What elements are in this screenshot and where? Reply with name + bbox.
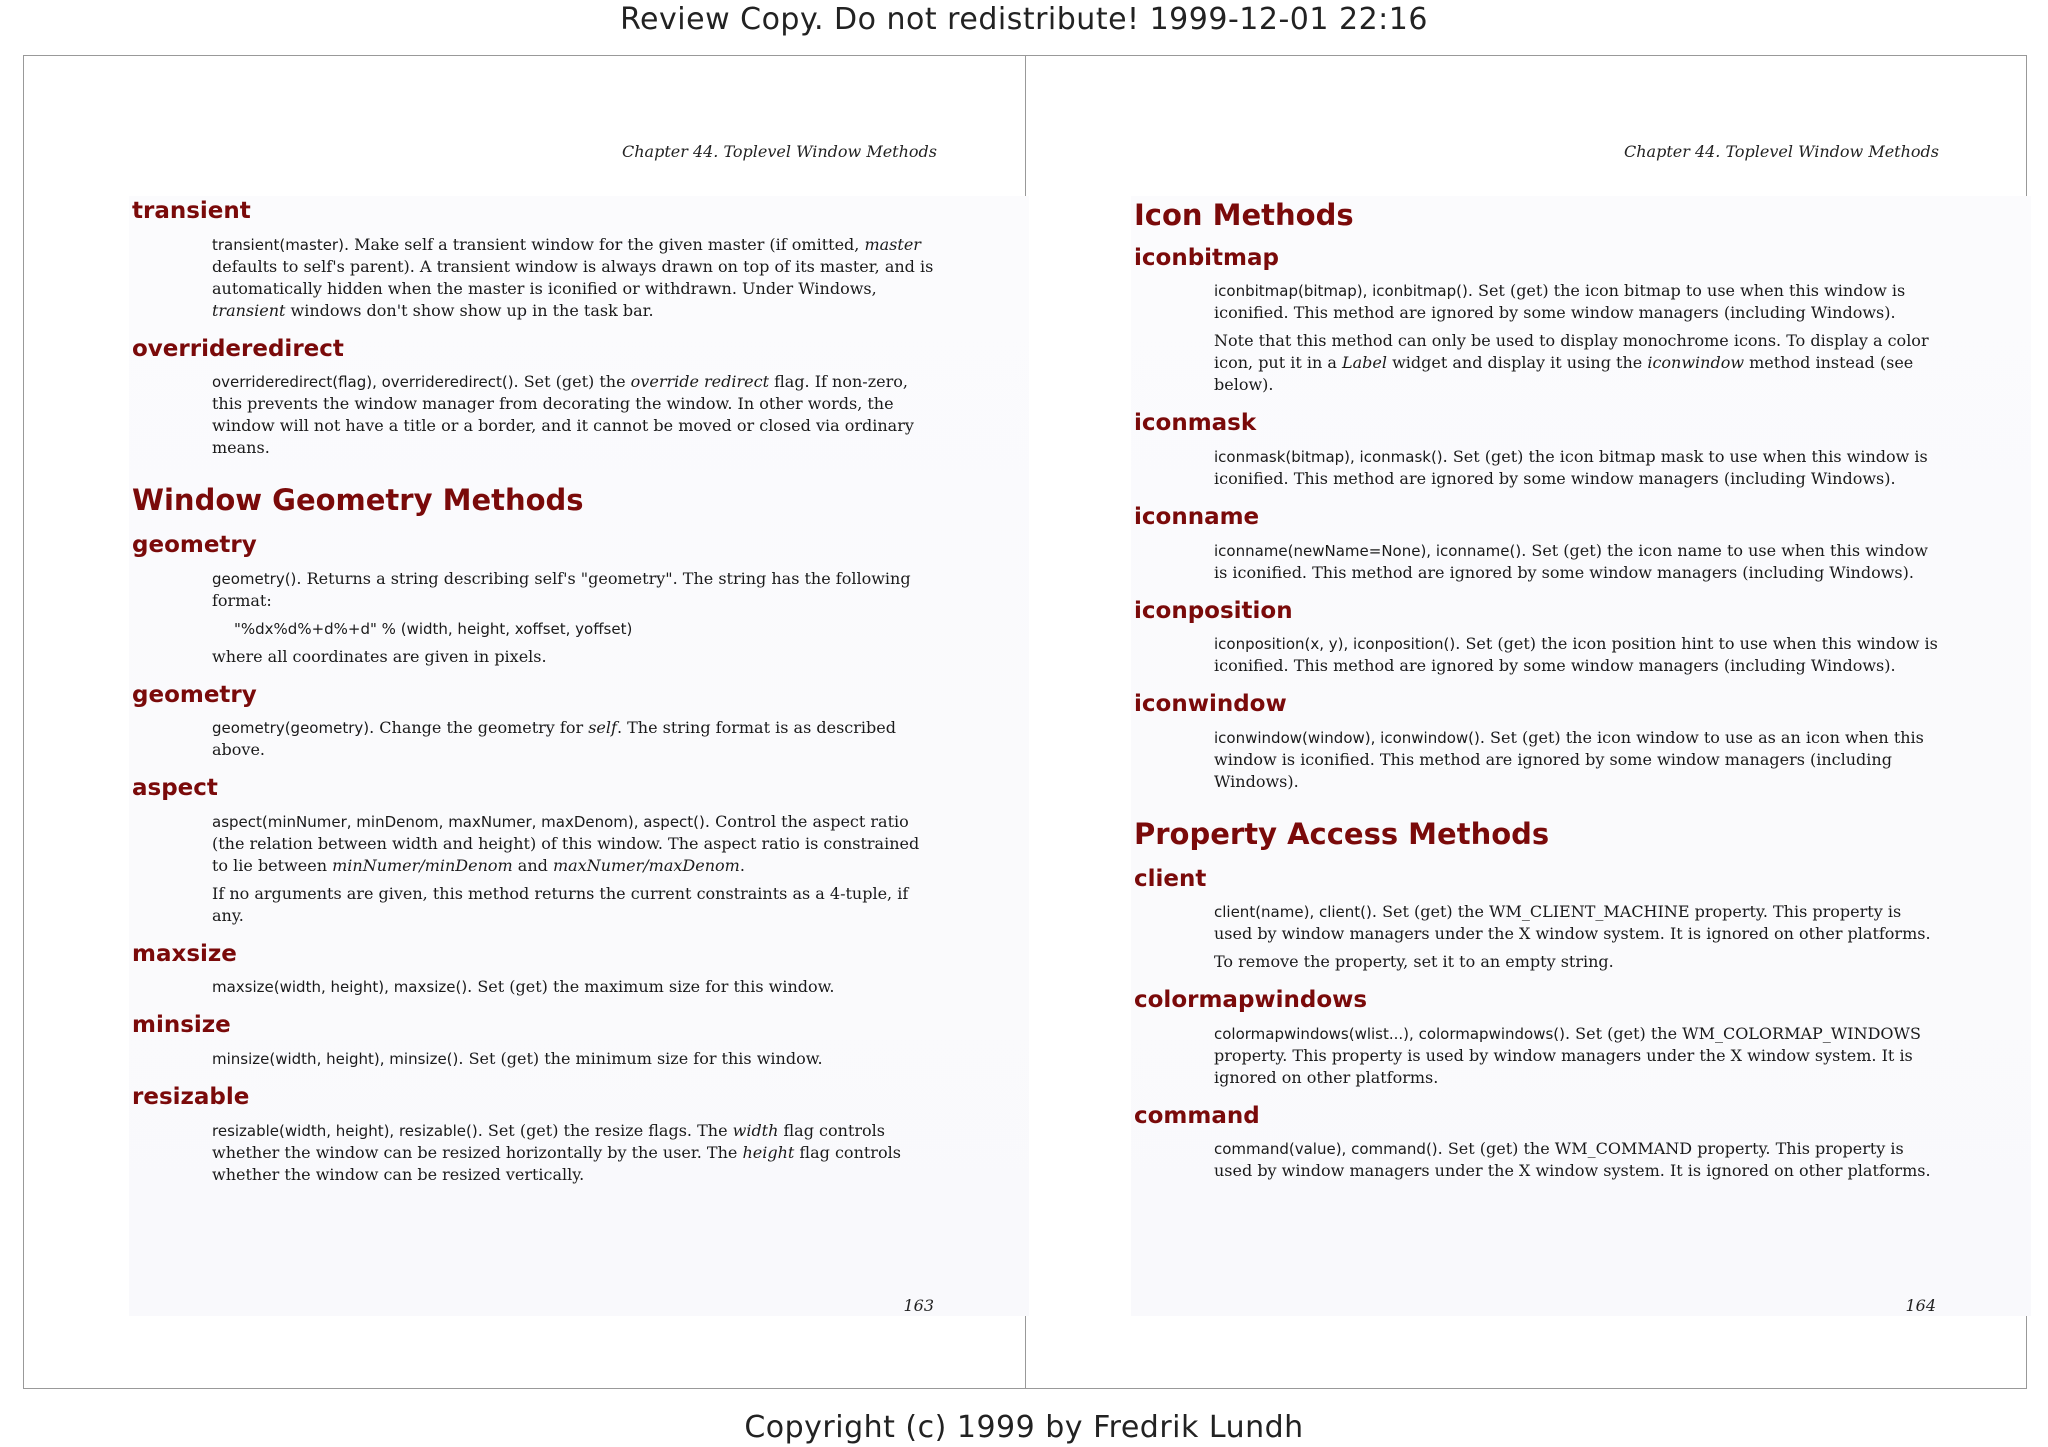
- book-spread: [23, 55, 2027, 1389]
- emphasis: self: [588, 718, 617, 738]
- method-heading-iconname: iconname: [1134, 503, 1260, 530]
- emphasis: master: [864, 234, 921, 254]
- method-description: [212, 1048, 937, 1070]
- method-signature: client(name), client(): [1214, 903, 1372, 922]
- method-signature: iconname(newName=None), iconname(): [1214, 541, 1522, 560]
- method-signature: transient(master): [212, 235, 344, 254]
- text: . Set (get) the icon position hint to use when this window is iconified. This method are ignored by some window managers (including Windows).: [1214, 634, 1938, 676]
- code-example: "%dx%d%+d%+d" % (width, height, xoffset, yoffset): [234, 619, 633, 638]
- page-number: 163: [903, 1296, 934, 1315]
- emphasis: width: [732, 1120, 779, 1140]
- left-page-content: [132, 142, 937, 1192]
- text: . Set (get) the resize flags. The: [477, 1120, 733, 1140]
- method-signature: geometry(): [212, 569, 297, 588]
- method-signature: aspect(minNumer, minDenom, maxNumer, maxDenom), aspect(): [212, 812, 705, 831]
- method-description: [1214, 633, 1939, 677]
- method-heading-client: client: [1134, 865, 1207, 892]
- text: flag controls whether the window can be resized vertically.: [212, 1142, 901, 1184]
- text: .: [739, 855, 745, 875]
- running-head: Chapter 44. Toplevel Window Methods: [621, 142, 937, 161]
- page-number: 164: [1905, 1296, 1936, 1315]
- method-signature: minsize(width, height), minsize(): [212, 1049, 459, 1068]
- emphasis: minNumer/minDenom: [332, 855, 513, 875]
- emphasis: maxNumer/maxDenom: [552, 855, 740, 875]
- method-description: [212, 234, 937, 322]
- method-heading-command: command: [1134, 1102, 1260, 1129]
- method-heading-overrideredirect: overrideredirect: [132, 335, 344, 362]
- method-signature: overrideredirect(flag), overrideredirect(): [212, 373, 514, 392]
- right-page-content: [1134, 142, 1939, 1188]
- method-heading-transient: transient: [132, 198, 251, 224]
- method-description: [212, 717, 937, 761]
- review-copy-banner: Review Copy. Do not redistribute! 1999-12-01 22:16: [620, 2, 1428, 37]
- method-heading-resizable: resizable: [132, 1083, 250, 1110]
- text: . Set (get) the icon bitmap mask to use when this window is iconified. This method are ignored by some window managers (including Windows).: [1214, 446, 1928, 488]
- text: flag controls whether the window can be resized horizontally by the user. The: [212, 1120, 885, 1162]
- method-description: [212, 568, 937, 612]
- section-heading-window-geometry: Window Geometry Methods: [132, 483, 584, 518]
- emphasis: iconwindow: [1647, 353, 1745, 373]
- text: and: [512, 855, 553, 875]
- emphasis: height: [742, 1142, 795, 1162]
- text: windows don't show show up in the task bar.: [285, 300, 654, 320]
- method-description: [212, 811, 937, 877]
- copyright-banner: Copyright (c) 1999 by Fredrik Lundh: [744, 1410, 1304, 1445]
- text: . Set (get) the WM_COMMAND property. This property is used by window managers under the X window system. It is ignored on other platforms.: [1214, 1139, 1931, 1181]
- method-heading-iconbitmap: iconbitmap: [1134, 244, 1279, 271]
- method-description: [1214, 446, 1939, 490]
- text: Note that this method can only be used to display monochrome icons. To display a color icon, put it in a: [1214, 331, 1929, 373]
- method-signature: iconposition(x, y), iconposition(): [1214, 635, 1456, 654]
- paragraph: To remove the property, set it to an empty string.: [1214, 952, 1614, 972]
- paragraph: If no arguments are given, this method returns the current constraints as a 4-tuple, if any.: [212, 883, 909, 925]
- method-description: [1214, 540, 1939, 584]
- text: . Set (get) the maximum size for this window.: [467, 977, 835, 997]
- text: . Set (get) the icon window to use as an icon when this window is iconified. This method are ignored by some window managers (including Windows).: [1214, 727, 1924, 791]
- method-description: [1214, 1023, 1939, 1089]
- text: . Make self a transient window for the given master (if omitted,: [343, 234, 865, 254]
- text: . Set (get) the minimum size for this window.: [458, 1048, 823, 1068]
- text: . Set (get) the WM_CLIENT_MACHINE property. This property is used by window managers under the X window system. It is ignored on other platforms.: [1214, 902, 1931, 944]
- method-heading-iconposition: iconposition: [1134, 597, 1293, 624]
- left-page: [24, 56, 1024, 1388]
- method-description: [212, 1120, 937, 1186]
- text: . The string format is as described above.: [212, 718, 896, 760]
- emphasis: override redirect: [630, 372, 770, 392]
- paragraph: where all coordinates are given in pixels.: [212, 646, 547, 666]
- method-heading-aspect: aspect: [132, 775, 218, 802]
- text: widget and display it using the: [1387, 353, 1648, 373]
- text: . Control the aspect ratio (the relation between width and height) of this window. The aspect ratio is constrained to lie between: [212, 811, 920, 875]
- text: method instead (see below).: [1214, 353, 1914, 395]
- method-heading-minsize: minsize: [132, 1012, 231, 1039]
- paragraph: [1214, 330, 1939, 396]
- method-heading-iconwindow: iconwindow: [1134, 691, 1287, 718]
- method-heading-colormapwindows: colormapwindows: [1134, 987, 1368, 1014]
- emphasis: Label: [1342, 353, 1388, 373]
- text: . Change the geometry for: [369, 718, 589, 738]
- method-heading-geometry-set: geometry: [132, 681, 257, 708]
- method-description: [212, 976, 937, 998]
- text: . Set (get) the icon bitmap to use when this window is iconified. This method are ignored by some window managers (including Windows).: [1214, 281, 1906, 323]
- method-signature: resizable(width, height), resizable(): [212, 1121, 478, 1140]
- method-signature: iconmask(bitmap), iconmask(): [1214, 447, 1443, 466]
- text: . Set (get) the WM_COLORMAP_WINDOWS property. This property is used by window managers under the X window system. It is ignored on other platforms.: [1214, 1023, 1921, 1087]
- method-description: [1214, 901, 1939, 945]
- method-heading-maxsize: maxsize: [132, 940, 237, 967]
- method-description: [1214, 280, 1939, 324]
- method-signature: geometry(geometry): [212, 719, 370, 738]
- method-signature: iconbitmap(bitmap), iconbitmap(): [1214, 282, 1468, 301]
- method-signature: iconwindow(window), iconwindow(): [1214, 728, 1480, 747]
- section-heading-property-access: Property Access Methods: [1134, 816, 1550, 851]
- method-signature: maxsize(width, height), maxsize(): [212, 978, 468, 997]
- right-page: [1026, 56, 2026, 1388]
- method-description: [1214, 1138, 1939, 1182]
- text: . Set (get) the: [513, 372, 631, 392]
- text: . Returns a string describing self's "geometry". The string has the following format:: [212, 568, 911, 610]
- text: flag. If non-zero, this prevents the window manager from decorating the window. In other words, the window will not have a title or a border, and it cannot be moved or closed via ordinary means.: [212, 372, 914, 458]
- method-description: [212, 371, 937, 459]
- method-signature: command(value), command(): [1214, 1140, 1438, 1159]
- text: . Set (get) the icon name to use when this window is iconified. This method are ignored by some window managers (including Windows).: [1214, 540, 1928, 582]
- text: defaults to self's parent). A transient window is always drawn on top of its master, and is automatically hidden when the master is iconified or withdrawn. Under Windows,: [212, 256, 934, 298]
- section-heading-icon-methods: Icon Methods: [1134, 198, 1354, 232]
- emphasis: transient: [212, 300, 286, 320]
- method-signature: colormapwindows(wlist...), colormapwindows(): [1214, 1024, 1565, 1043]
- method-heading-iconmask: iconmask: [1134, 410, 1257, 437]
- method-description: [1214, 727, 1939, 793]
- method-heading-geometry: geometry: [132, 531, 257, 558]
- running-head: Chapter 44. Toplevel Window Methods: [1623, 142, 1939, 161]
